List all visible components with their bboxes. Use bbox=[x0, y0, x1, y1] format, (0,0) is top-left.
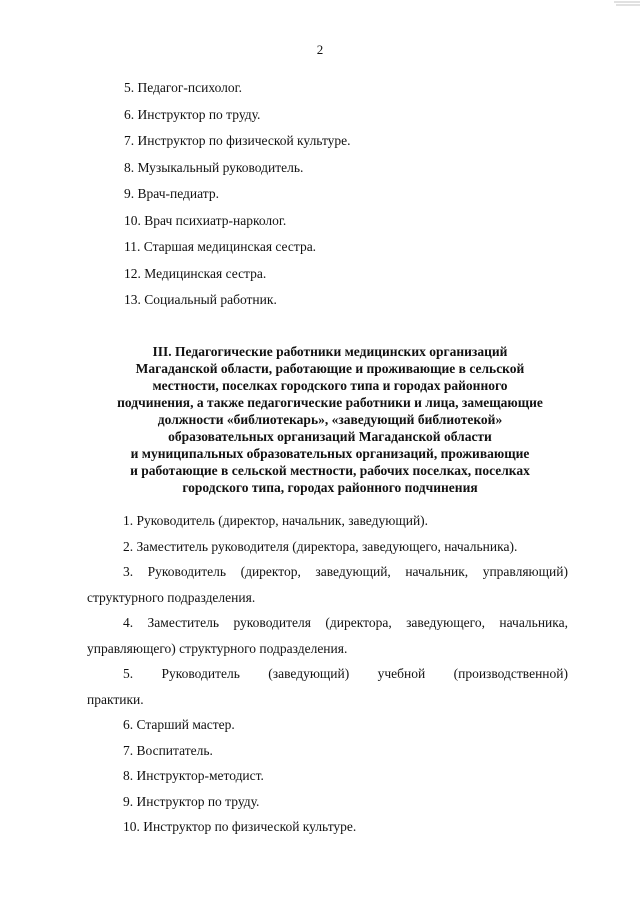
list-item: 11. Старшая медицинская сестра. bbox=[124, 239, 317, 254]
list-item bbox=[87, 763, 568, 789]
scan-corner-mark bbox=[610, 0, 640, 10]
list-item: 9. Врач-педиатр. bbox=[124, 186, 219, 201]
list-item: 6. Инструктор по труду. bbox=[124, 106, 261, 122]
list-item-text-continuation: структурного подразделения. bbox=[87, 589, 256, 605]
list-item: 5. Педагог-психолог. bbox=[124, 80, 243, 95]
list-item-text: 8. Инструктор-методист. bbox=[123, 768, 264, 783]
list-item-text: 3. Руководитель (директор, заведующий, начальник, управляющий) bbox=[123, 564, 568, 579]
list-item bbox=[87, 661, 568, 712]
heading-line: городского типа, городах районного подчинения bbox=[182, 480, 478, 495]
page-number: 2 bbox=[316, 42, 324, 57]
list-item bbox=[87, 789, 568, 815]
list-item bbox=[87, 712, 568, 738]
heading-line: местности, поселках городского типа и городах районного bbox=[152, 378, 508, 393]
list-item: 13. Социальный работник. bbox=[124, 292, 277, 307]
list-item: 7. Инструктор по физической культуре. bbox=[124, 133, 351, 148]
list-item-text: 9. Инструктор по труду. bbox=[123, 793, 260, 809]
heading-line: должности «библиотекарь», «заведующий библиотекой» bbox=[157, 412, 503, 427]
list-item bbox=[87, 610, 568, 661]
list-item-text: 10. Инструктор по физической культуре. bbox=[123, 819, 357, 834]
heading-line: и муниципальных образовательных организаций, проживающие bbox=[130, 446, 530, 461]
list-item bbox=[87, 814, 568, 840]
heading-line: и работающие в сельской местности, рабочих поселках, поселках bbox=[130, 463, 530, 478]
list-item: 10. Врач психиатр-нарколог. bbox=[124, 212, 287, 228]
list-item-text: 5. Руководитель (заведующий) учебной (производственной) bbox=[123, 666, 568, 681]
list-item-text-continuation: практики. bbox=[87, 691, 144, 707]
heading-line: III. Педагогические работники медицинских организаций bbox=[152, 344, 508, 359]
list-item bbox=[87, 534, 568, 560]
section-heading bbox=[80, 343, 580, 496]
heading-line: Магаданской области, работающие и проживающие в сельской bbox=[135, 361, 525, 376]
list-item-text: 6. Старший мастер. bbox=[123, 717, 235, 732]
heading-line: подчинения, а также педагогические работники и лица, замещающие bbox=[117, 395, 543, 410]
list-item: 8. Музыкальный руководитель. bbox=[124, 159, 304, 175]
list-item-text: 7. Воспитатель. bbox=[123, 742, 213, 758]
list-item-text-continuation: управляющего) структурного подразделения. bbox=[87, 640, 348, 656]
list-item bbox=[87, 508, 568, 534]
section-three-position-list bbox=[87, 508, 568, 840]
list-item bbox=[87, 559, 568, 610]
list-item-text: 1. Руководитель (директор, начальник, заведующий). bbox=[123, 513, 429, 528]
position-list-continued bbox=[124, 78, 351, 317]
list-item-text: 2. Заместитель руководителя (директора, заведующего, начальника). bbox=[123, 538, 518, 554]
list-item-text: 4. Заместитель руководителя (директора, заведующего, начальника, bbox=[123, 615, 568, 630]
heading-line: образовательных организаций Магаданской области bbox=[168, 429, 492, 444]
list-item: 12. Медицинская сестра. bbox=[124, 265, 267, 281]
list-item bbox=[87, 738, 568, 764]
